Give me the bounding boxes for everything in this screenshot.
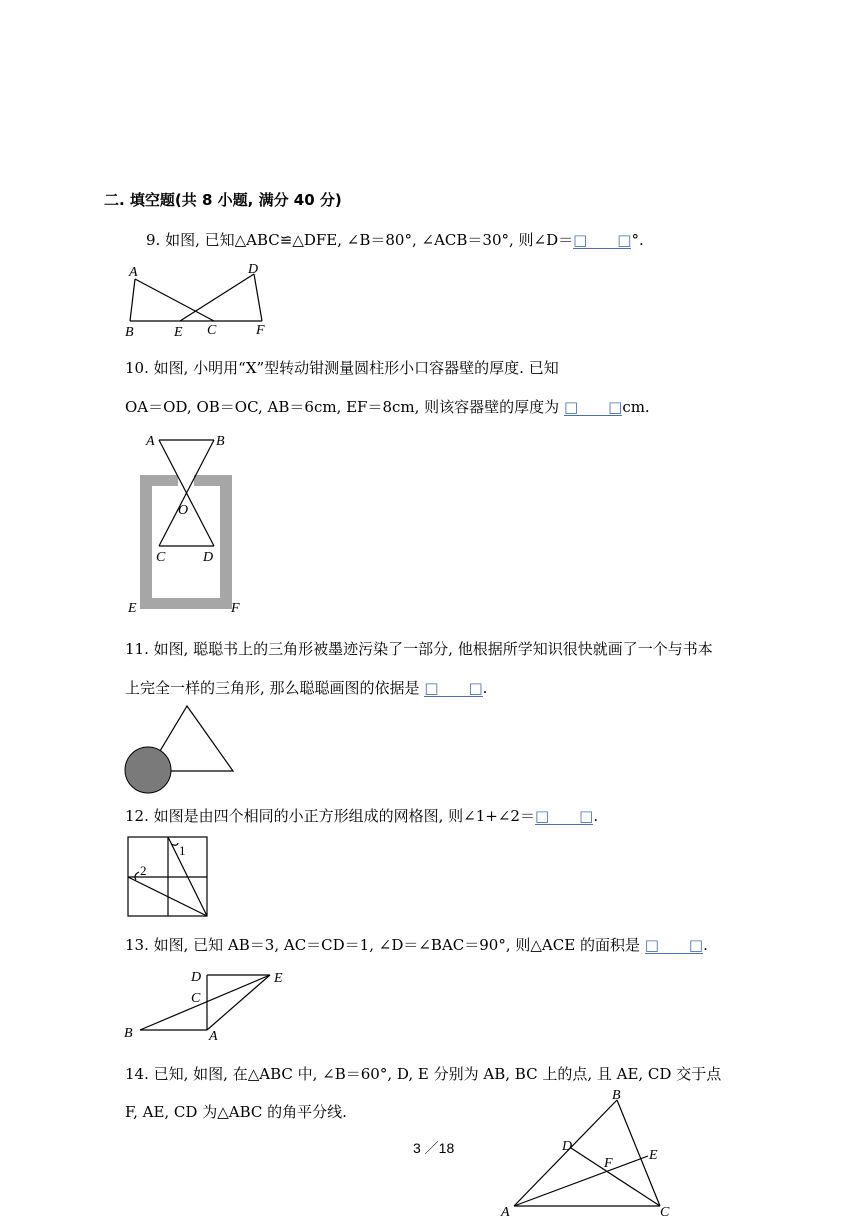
answer-blank[interactable]: □ □: [534, 807, 594, 825]
label-c: C: [191, 991, 201, 1006]
question-text-suffix: °.: [631, 231, 644, 249]
label-c: C: [207, 323, 217, 338]
label-b: B: [216, 434, 225, 449]
question-text: 12. 如图是由四个相同的小正方形组成的网格图, 则∠1+∠2＝: [125, 807, 535, 825]
question-text: 上完全一样的三角形, 那么聪聪画图的依据是: [125, 679, 425, 697]
question-14-line2: F, AE, CD 为△ABC 的角平分线.: [125, 1103, 347, 1121]
answer-blank[interactable]: □ □: [573, 231, 632, 249]
figure-q14-triangle: [496, 1088, 678, 1220]
label-e: E: [128, 601, 137, 616]
question-9: [146, 229, 644, 250]
question-text: OA＝OD, OB＝OC, AB＝6cm, EF＝8cm, 则该容器壁的厚度为: [125, 398, 564, 416]
label-b: B: [612, 1088, 621, 1103]
figure-q12-grid: [126, 835, 210, 919]
answer-blank[interactable]: □ □: [563, 398, 623, 416]
figure-q11-triangle: [120, 700, 242, 796]
label-c: C: [156, 550, 166, 565]
question-13: [125, 934, 708, 955]
label-f: F: [256, 323, 265, 338]
question-text-suffix: .: [703, 936, 708, 954]
angle-1-label: 1: [179, 843, 186, 858]
label-d: D: [191, 970, 202, 985]
answer-blank[interactable]: □ □: [644, 936, 704, 954]
figure-q9-triangles: [118, 258, 278, 342]
figure-q13-triangles: [118, 963, 298, 1047]
question-11-line1: 11. 如图, 聪聪书上的三角形被墨迹污染了一部分, 他根据所学知识很快就画了一个与书本: [125, 640, 713, 658]
page-number: 3 ／18: [413, 1140, 455, 1156]
label-d: D: [203, 550, 214, 565]
angle-2-label: 2: [140, 863, 147, 878]
label-a: A: [146, 434, 155, 449]
question-11-line2: [125, 677, 487, 698]
label-a: A: [209, 1029, 218, 1044]
ink-blot: [125, 747, 171, 793]
figure-q10-caliper: [122, 428, 252, 620]
label-e: E: [649, 1148, 658, 1163]
label-f: F: [231, 601, 240, 616]
label-b: B: [125, 325, 134, 340]
label-d: D: [248, 262, 259, 277]
label-c: C: [660, 1205, 670, 1220]
question-text: 9. 如图, 已知△ABC≌△DFE, ∠B＝80°, ∠ACB＝30°, 则∠D＝: [146, 231, 574, 249]
question-text: 13. 如图, 已知 AB＝3, AC＝CD＝1, ∠D＝∠BAC＝90°, 则△ACE 的面积是: [125, 936, 645, 954]
question-text-suffix: .: [593, 807, 599, 825]
answer-blank[interactable]: □ □: [424, 679, 483, 697]
label-a: A: [501, 1205, 510, 1220]
question-text-suffix: cm.: [622, 398, 650, 416]
question-10-line2: [125, 396, 650, 417]
question-14-line1: 14. 已知, 如图, 在△ABC 中, ∠B＝60°, D, E 分别为 AB, BC 上的点, 且 AE, CD 交于点: [125, 1065, 722, 1083]
question-text-suffix: .: [482, 679, 488, 697]
label-b: B: [124, 1026, 133, 1041]
label-f: F: [604, 1156, 613, 1171]
question-12: [125, 805, 598, 826]
label-d: D: [562, 1139, 573, 1154]
section-title: 二. 填空题(共 8 小题, 满分 40 分): [104, 191, 342, 209]
label-e: E: [174, 325, 183, 340]
label-e: E: [274, 971, 283, 986]
question-10-line1: 10. 如图, 小明用“X”型转动钳测量圆柱形小口容器壁的厚度. 已知: [125, 359, 559, 377]
label-o: O: [178, 503, 189, 518]
label-a: A: [129, 265, 138, 280]
